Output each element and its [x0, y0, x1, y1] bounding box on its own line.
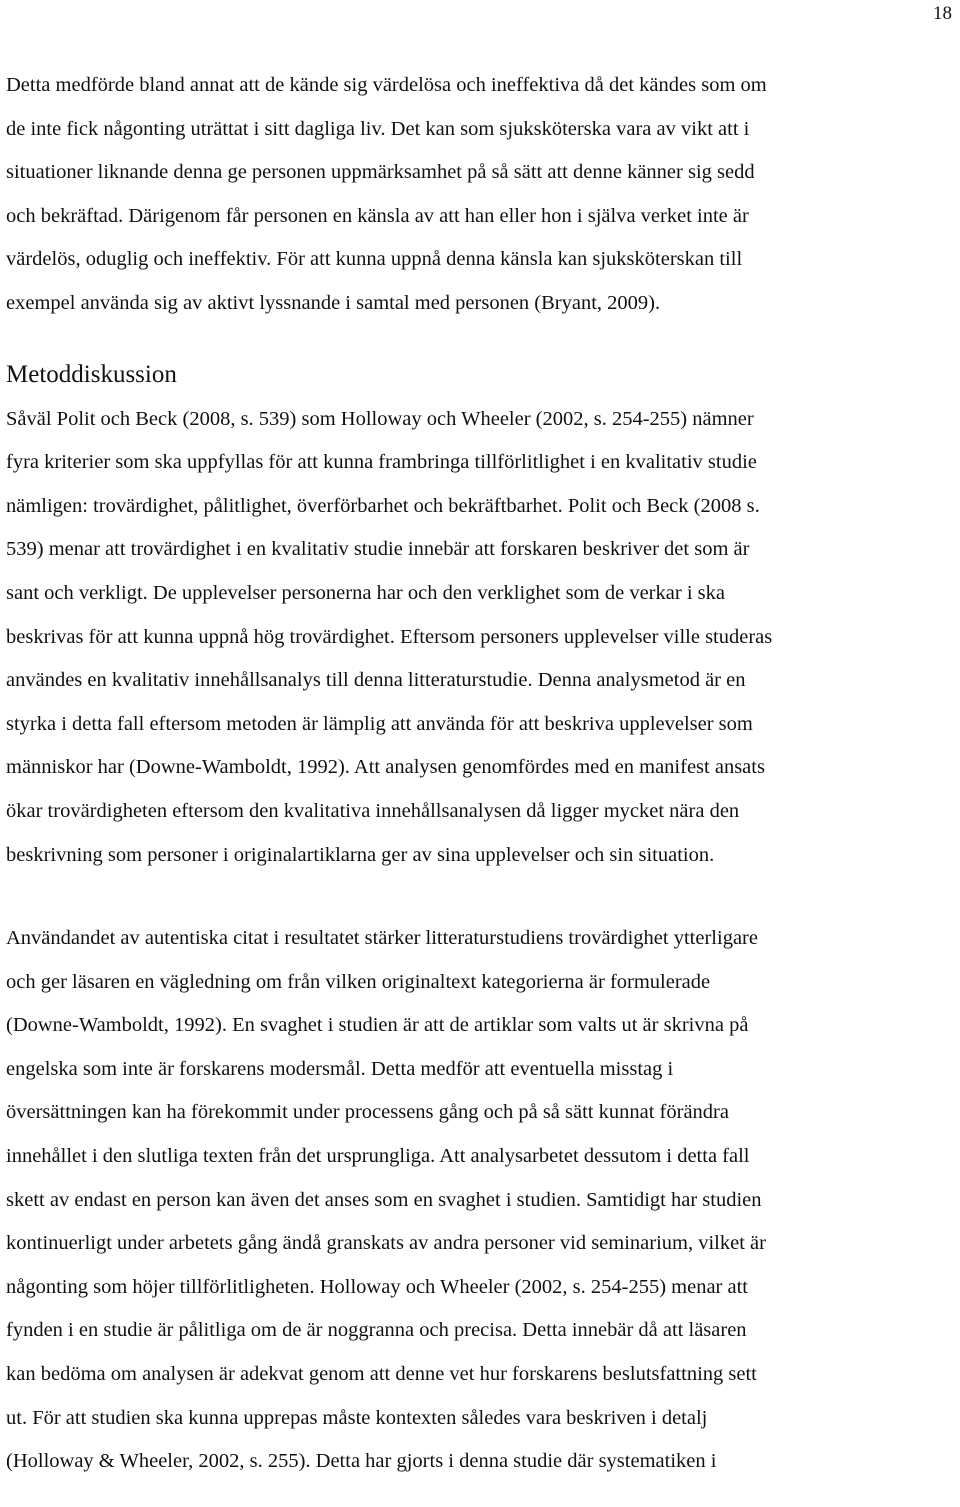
text-line: Användandet av autentiska citat i resultatet stärker litteraturstudiens trovärdighet ytterligare [6, 927, 758, 950]
text-line: kontinuerligt under arbetets gång ändå granskats av andra personer vid seminarium, vilket är [6, 1232, 766, 1255]
text-line: Detta medförde bland annat att de kände sig värdelösa och ineffektiva då det kändes som om [6, 74, 767, 96]
text-line: människor har (Downe-Wamboldt, 1992). Att analysen genomfördes med en manifest ansats [6, 756, 765, 779]
text-line: (Holloway & Wheeler, 2002, s. 255). Detta har gjorts i denna studie där systematiken i [6, 1450, 717, 1473]
text-line: och ger läsaren en vägledning om från vilken originaltext kategorierna är formulerade [6, 970, 711, 993]
text-line: någonting som höjer tillförlitligheten. Holloway och Wheeler (2002, s. 254-255) menar att [6, 1275, 749, 1298]
text-line: ökar trovärdigheten eftersom den kvalitativa innehållsanalysen då ligger mycket nära den [6, 799, 740, 822]
text-line: styrka i detta fall eftersom metoden är lämplig att använda för att beskriva upplevelser som [6, 712, 753, 735]
text-line: värdelös, oduglig och ineffektiv. För att kunna uppnå denna känsla kan sjuksköterskan till [6, 248, 743, 271]
text-line: exempel använda sig av aktivt lyssnande i samtal med personen (Bryant, 2009). [6, 291, 661, 314]
text-line: sant och verkligt. De upplevelser personerna har och den verklighet som de verkar i ska [6, 581, 725, 604]
text-line: fynden i en studie är pålitliga om de är noggranna och precisa. Detta innebär då att läsaren [6, 1319, 747, 1342]
text-line: (Downe-Wamboldt, 1992). En svaghet i studien är att de artiklar som valts ut är skrivna på [6, 1014, 749, 1037]
text-line: situationer liknande denna ge personen uppmärksamhet på så sätt att denne känner sig sedd [6, 161, 755, 184]
document-body [6, 64, 951, 1484]
text-line: användes en kvalitativ innehållsanalys till denna litteraturstudie. Denna analysmetod är en [6, 669, 746, 692]
text-line: och bekräftad. Därigenom får personen en känsla av att han eller hon i själva verket inte är [6, 204, 749, 227]
text-line: nämligen: trovärdighet, pålitlighet, överförbarhet och bekräftbarhet. Polit och Beck (2008 s. [6, 494, 760, 517]
text-line: Såväl Polit och Beck (2008, s. 539) som Holloway och Wheeler (2002, s. 254-255) nämner [6, 407, 754, 430]
text-line: beskrivning som personer i originalartiklarna ger av sina upplevelser och sin situation. [6, 843, 715, 866]
text-line: ut. För att studien ska kunna upprepas måste kontexten således vara beskriven i detalj [6, 1406, 708, 1429]
text-line: fyra kriterier som ska uppfyllas för att kunna frambringa tillförlitlighet i en kvalitativ studie [6, 451, 757, 474]
page-number: 18 [933, 3, 952, 24]
text-line: översättningen kan ha förekommit under processens gång och på så sätt kunnat förändra [6, 1101, 729, 1124]
section-heading: Metoddiskussion [6, 360, 177, 388]
paragraph-2 [6, 398, 951, 878]
text-line: beskrivas för att kunna uppnå hög trovärdighet. Eftersom personers upplevelser ville studeras [6, 625, 773, 648]
text-line: kan bedöma om analysen är adekvat genom att denne vet hur forskarens beslutsfattning sett [6, 1363, 757, 1386]
paragraph-1 [6, 64, 951, 326]
text-line: skett av endast en person kan även det anses som en svaghet i studien. Samtidigt har studien [6, 1188, 762, 1211]
text-line: de inte fick någonting uträttat i sitt dagliga liv. Det kan som sjuksköterska vara av vikt att i [6, 117, 750, 140]
text-line: innehållet i den slutliga texten från det ursprungliga. Att analysarbetet dessutom i detta fall [6, 1145, 750, 1168]
text-line: engelska som inte är forskarens modersmål. Detta medför att eventuella misstag i [6, 1057, 674, 1080]
paragraph-3 [6, 917, 951, 1484]
text-line: 539) menar att trovärdighet i en kvalitativ studie innebär att forskaren beskriver det som är [6, 538, 750, 561]
